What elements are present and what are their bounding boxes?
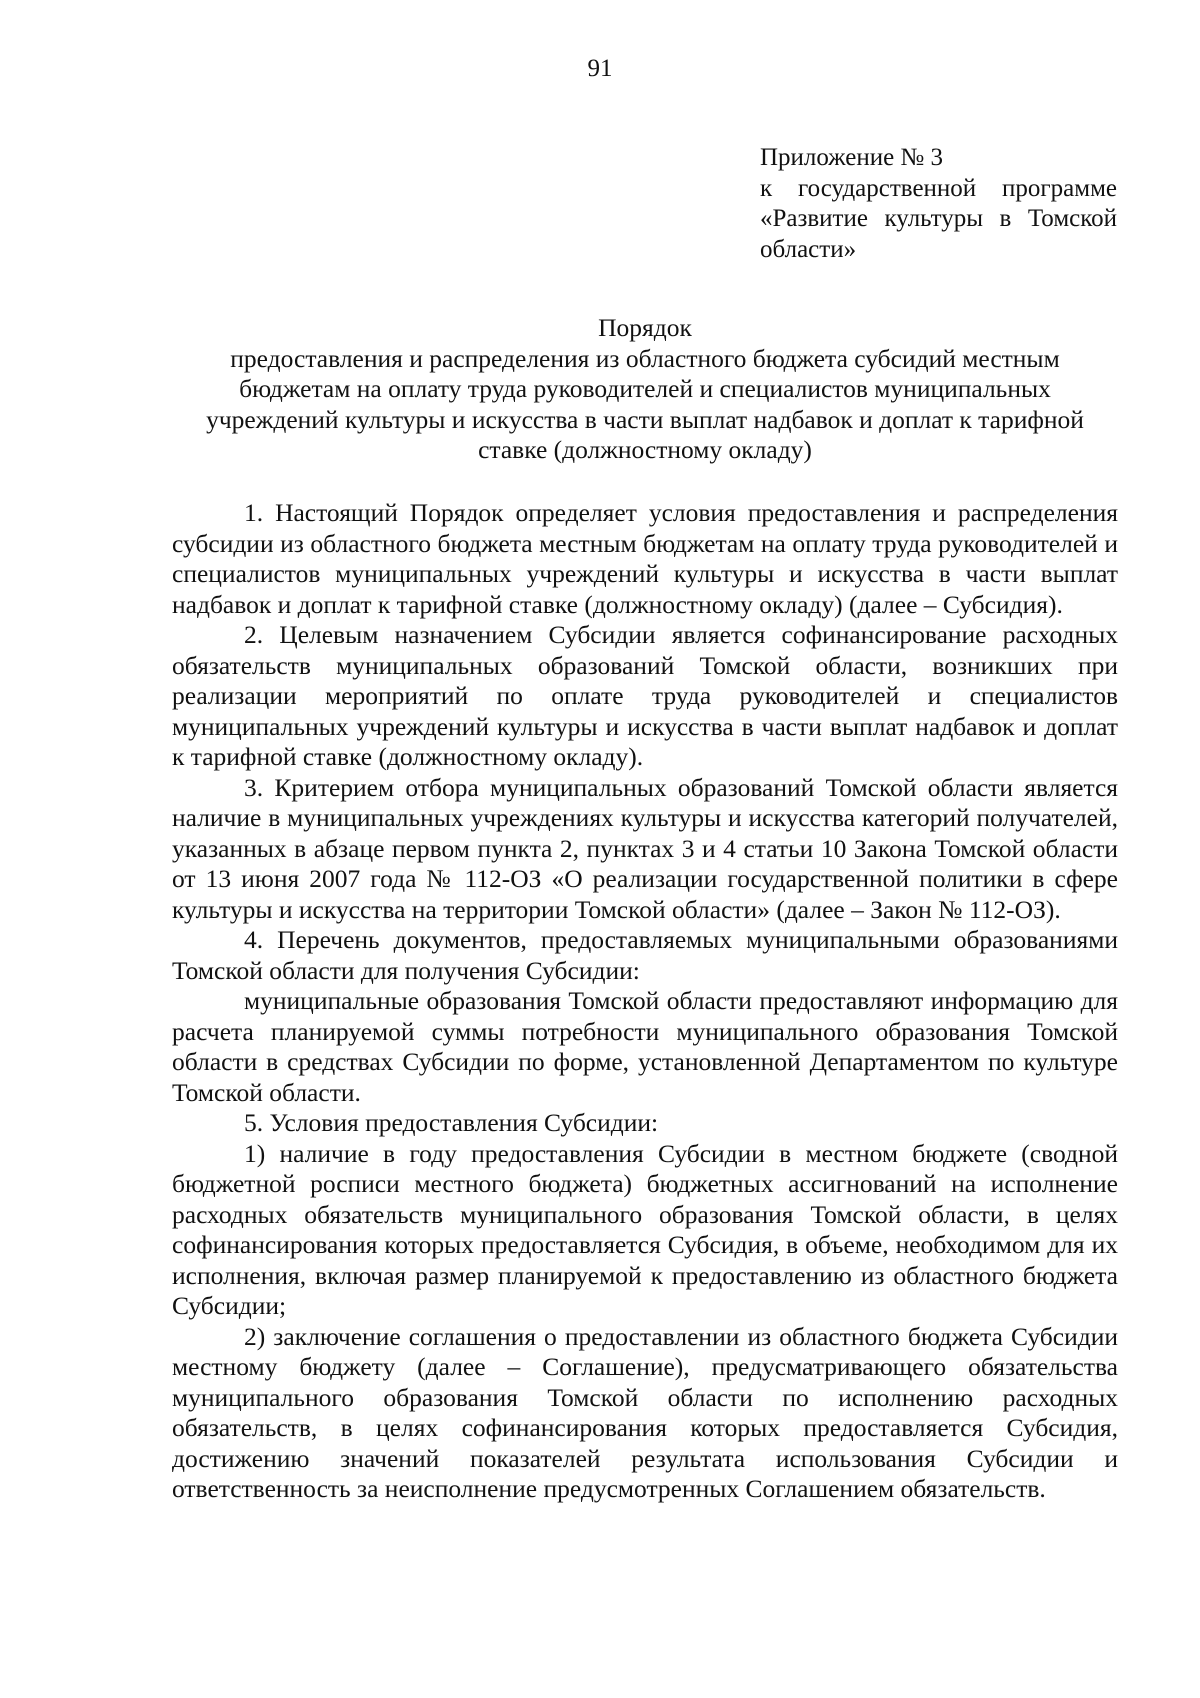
title-heading: Порядок (598, 313, 692, 342)
paragraph-4: 4. Перечень документов, предоставляемых муниципальными образованиями Томской области для получения Субсидии: (172, 925, 1118, 985)
document-body (172, 498, 1118, 1505)
paragraph-3: 3. Критерием отбора муниципальных образований Томской области является наличие в муниципальных учреждениях культуры и искусства категорий получателей, указанных в абзаце первом пункта 2, пунктах 3 и 4 статьи 10 Закона Томской области от 13 июня 2007 года № 112-ОЗ «О реализации государственной политики в сфере культуры и искусства на территории Томской области» (далее – Закон № 112-ОЗ). (172, 772, 1118, 924)
paragraph-1: 1. Настоящий Порядок определяет условия предоставления и распределения субсидии из областного бюджета местным бюджетам на оплату труда руководителей и специалистов муниципальных учреждений культуры и искусства в части выплат надбавок и доплат к тарифной ставке (должностному окладу) (далее – Субсидия). (172, 498, 1118, 619)
paragraph-8: 2) заключение соглашения о предоставлении из областного бюджета Субсидии местному бюджету (далее – Соглашение), предусматривающего обязательства муниципального образования Томской области по исполнению расходных обязательств, в целях софинансирования которых предоставляется Субсидия, достижению значений показателей результата использования Субсидии и ответственность за неисполнение предусмотренных Соглашением обязательств. (172, 1321, 1118, 1503)
appendix-line-4: области» (760, 235, 857, 263)
title-subtitle: предоставления и распределения из областного бюджета субсидий местным бюджетам на оплату труда руководителей и специалистов муниципальных учреждений культуры и искусства в части выплат надбавок и доплат к тарифной ставке (должностному окладу) (206, 343, 1084, 464)
paragraph-5: муниципальные образования Томской области предоставляют информацию для расчета планируемой суммы потребности муниципального образования Томской области в средствах Субсидии по форме, установленной Департаментом по культуре Томской области. (172, 986, 1118, 1107)
appendix-line-2: к государственной программе (760, 174, 1117, 202)
appendix-reference (760, 143, 1117, 265)
paragraph-2: 2. Целевым назначением Субсидии является софинансирование расходных обязательств муниципальных образований Томской области, возникших при реализации мероприятий по оплате труда руководителей и специалистов муниципальных учреждений культуры и искусства в части выплат надбавок и доплат к тарифной ставке (должностному окладу). (172, 620, 1118, 771)
paragraph-7: 1) наличие в году предоставления Субсидии в местном бюджете (сводной бюджетной росписи местного бюджета) бюджетных ассигнований на исполнение расходных обязательств муниципального образования Томской области, в целях софинансирования которых предоставляется Субсидия, в объеме, необходимом для их исполнения, включая размер планируемой к предоставлению из областного бюджета Субсидии; (172, 1138, 1118, 1320)
appendix-line-1: Приложение № 3 (760, 144, 944, 171)
document-title (172, 313, 1118, 466)
appendix-line-3: «Развитие культуры в Томской (760, 205, 1117, 232)
page-number: 91 (587, 55, 613, 82)
paragraph-6: 5. Условия предоставления Субсидии: (244, 1108, 659, 1137)
